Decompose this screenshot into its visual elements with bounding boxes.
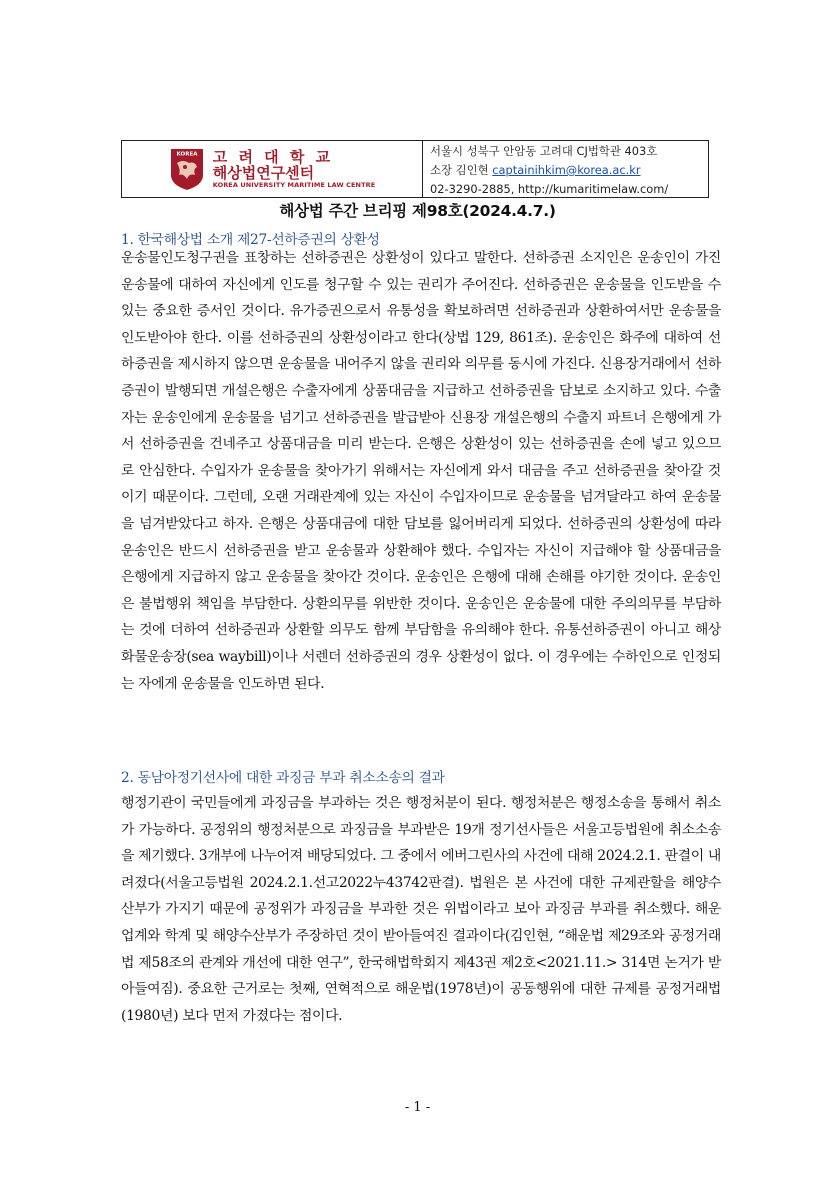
- section-1-heading: 1. 한국해상법 소개 제27-선하증권의 상환성: [121, 232, 380, 248]
- briefing-title: 해상법 주간 브리핑 제98호(2024.4.7.): [279, 202, 556, 220]
- director-line: [430, 161, 708, 180]
- address-line: 서울시 성북구 안암동 고려대 CJ법학관 403호: [430, 144, 658, 158]
- logo-english-name: KOREA UNIVERSITY MARITIME LAW CENTRE: [212, 180, 376, 189]
- director-name: 소장 김인현: [430, 163, 489, 177]
- email-link[interactable]: captainihkim@korea.ac.kr: [492, 163, 641, 177]
- logo-university-name: 고 려 대 학 교: [212, 147, 334, 166]
- university-emblem-icon: [169, 147, 205, 191]
- contact-info: [423, 141, 708, 197]
- svg-text:KOREA: KOREA: [176, 151, 198, 158]
- letterhead-box: [121, 140, 709, 198]
- phone-website-line: 02-3290-2885, http://kumaritimelaw.com/: [430, 182, 669, 196]
- section-1-body: 운송물인도청구권을 표창하는 선하증권은 상환성이 있다고 말한다. 선하증권 소지인은 운송인이 가진 운송물에 대하여 자신에게 인도를 청구할 수 있는 권리가 주어진다. 선하증권은 운송물을 인도받을 수 있는 중요한 증서인 것이다. 유가증권으로서 유통성을 확보하려면 선하증권과 상환하여서만 운송물을 인도받아야 한다. 이를 선하증권의 상환성이라고 한다(상법 129, 861조). 운송인은 화주에 대하여 선하증권을 제시하지 않으면 운송물을 내어주지 않을 권리와 의무를 동시에 가진다. 신용장거래에서 선하증권이 발행되면 개설은행은 수출자에게 상품대금을 지급하고 선하증권을 담보로 소지하고 있다. 수출자는 운송인에게 운송물을 넘기고 선하증권을 발급받아 신용장 개설은행의 수출지 파트너 은행에게 가서 선하증권을 건네주고 상품대금을 미리 받는다. 은행은 상환성이 있는 선하증권을 손에 넣고 있으므로 안심한다. 수입자가 운송물을 찾아가기 위해서는 자신에게 와서 대금을 주고 선하증권을 찾아갈 것이기 때문이다. 그런데, 오랜 거래관계에 있는 자신이 수입자이므로 운송물을 넘겨달라고 하여 운송물을 넘겨받았다고 하자. 은행은 상품대금에 대한 담보를 잃어버리게 되었다. 선하증권의 상환성에 따라 운송인은 반드시 선하증권을 받고 운송물과 상환해야 했다. 수입자는 자신이 지급해야 할 상품대금을 은행에게 지급하지 않고 운송물을 찾아간 것이다. 운송인은 은행에 대해 손해를 야기한 것이다. 운송인은 불법행위 책임을 부담한다. 상환의무를 위반한 것이다. 운송인은 운송물에 대한 주의의무를 부담하는 것에 더하여 선하증권과 상환할 의무도 함께 부담함을 유의해야 한다. 유통선하증권이 아니고 해상화물운송장(sea waybill)이나 서렌더 선하증권의 경우 상환성이 없다. 이 경우에는 수하인으로 인정되는 자에게 운송물을 인도하면 된다.: [121, 250, 721, 692]
- section-2-body: 행정기관이 국민들에게 과징금을 부과하는 것은 행정처분이 된다. 행정처분은 행정소송을 통해서 취소가 가능하다. 공정위의 행정처분으로 과징금을 부과받은 19개 정기선사들은 서울고등법원에 취소소송을 제기했다. 3개부에 나누어져 배당되었다. 그 중에서 에버그린사의 사건에 대해 2024.2.1. 판결이 내려졌다(서울고등법원 2024.2.1.선고2022누43742판결). 법원은 본 사건에 대한 규제관할을 해양수산부가 가지기 때문에 공정위가 과징금을 부과한 것은 위법이라고 보아 과징금 부과를 취소했다. 해운업계와 학계 및 해양수산부가 주장하던 것이 받아들여진 결과이다(김인현, “해운법 제29조와 공정거래법 제58조의 관계와 개선에 대한 연구”, 한국해법학회지 제43권 제2호<2021.11.> 314면 논거가 받아들여짐). 중요한 근거로는 첫째, 연혁적으로 해운법(1978년)이 공동행위에 대한 규제를 공정거래법(1980년) 보다 먼저 가졌다는 점이다.: [121, 795, 721, 1024]
- center-logo: [122, 141, 423, 197]
- logo-center-name: 해상법연구센터: [212, 164, 315, 183]
- page-number: - 1 -: [404, 1100, 431, 1115]
- section-2-heading: 2. 동남아정기선사에 대한 과징금 부과 취소소송의 결과: [121, 770, 445, 786]
